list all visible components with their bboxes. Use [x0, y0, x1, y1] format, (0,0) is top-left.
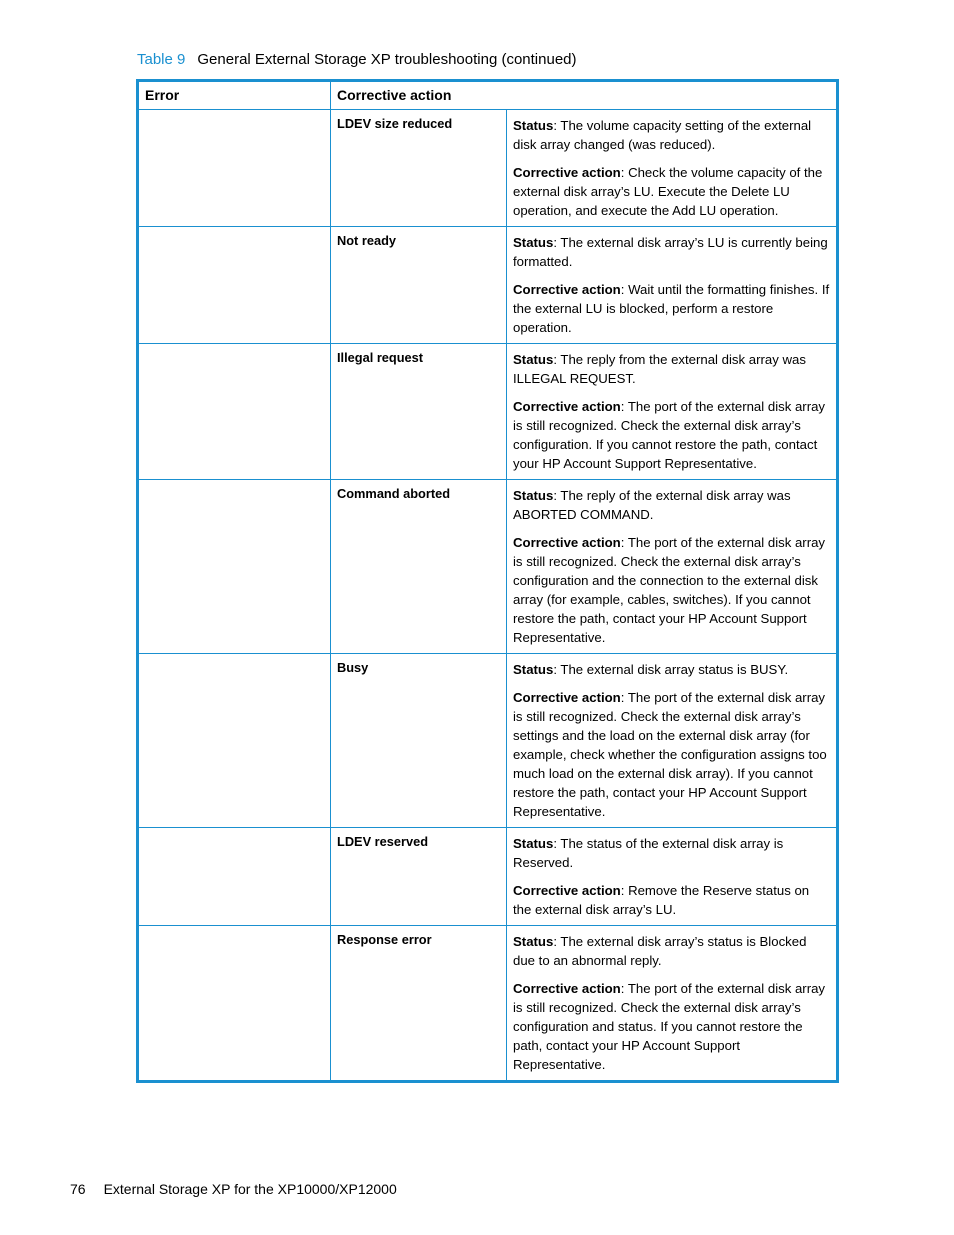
status-text: Status: The reply of the external disk array was ABORTED COMMAND.	[513, 488, 791, 522]
header-error: Error	[138, 81, 331, 110]
action-text: Corrective action: Wait until the formatting finishes. If the external LU is blocked, perform a restore operation.	[513, 282, 830, 335]
table-row	[138, 828, 838, 926]
table-row	[138, 227, 838, 344]
action-text: Corrective action: The port of the external disk array is still recognized. Check the external disk array’s configuration. If you cannot restore the path, contact your HP Account Support Representative.	[513, 399, 826, 471]
action-text: Corrective action: The port of the external disk array is still recognized. Check the external disk array’s configuration and the connection to the external disk array (for example, cables, switches). If you cannot restore the path, contact your HP Account Support Representative.	[513, 535, 826, 645]
page-footer	[70, 1179, 397, 1199]
action-text: Corrective action: Check the volume capacity of the external disk array’s LU. Execute the Delete LU operation, and execute the Add LU operation.	[513, 165, 823, 218]
error-code: Command aborted	[331, 480, 507, 654]
error-cell	[138, 926, 331, 1082]
description-cell	[507, 227, 838, 344]
error-cell	[138, 227, 331, 344]
table-row	[138, 110, 838, 227]
error-cell	[138, 480, 331, 654]
footer-title: External Storage XP for the XP10000/XP12000	[103, 1181, 397, 1197]
page-number: 76	[70, 1181, 86, 1197]
table-header-row	[138, 81, 838, 110]
status-text: Status: The external disk array status is BUSY.	[513, 662, 789, 677]
description-cell	[507, 654, 838, 828]
table-row	[138, 344, 838, 480]
action-text: Corrective action: Remove the Reserve status on the external disk array’s LU.	[513, 883, 810, 917]
description-cell	[507, 480, 838, 654]
error-code: Busy	[331, 654, 507, 828]
status-text: Status: The external disk array’s LU is currently being formatted.	[513, 235, 828, 269]
header-corrective-action: Corrective action	[331, 81, 838, 110]
description-cell	[507, 926, 838, 1082]
table-row	[138, 654, 838, 828]
error-code: Response error	[331, 926, 507, 1082]
description-cell	[507, 110, 838, 227]
error-code: LDEV reserved	[331, 828, 507, 926]
action-text: Corrective action: The port of the external disk array is still recognized. Check the external disk array’s settings and the load on the external disk array (for example, check whether the configuration assigns too much load on the external disk array). If you cannot restore the path, contact your HP Account Support Representative.	[513, 690, 827, 819]
description-cell	[507, 828, 838, 926]
table-row	[138, 926, 838, 1082]
table-title: General External Storage XP troubleshooting (continued)	[197, 51, 577, 68]
status-text: Status: The reply from the external disk array was ILLEGAL REQUEST.	[513, 352, 806, 386]
table-row	[138, 480, 838, 654]
error-cell	[138, 828, 331, 926]
table-number: Table 9	[137, 51, 186, 68]
action-text: Corrective action: The port of the external disk array is still recognized. Check the external disk array’s configuration and status. If you cannot restore the path, contact your HP Account Support Representative.	[513, 981, 826, 1072]
status-text: Status: The external disk array’s status is Blocked due to an abnormal reply.	[513, 934, 807, 968]
error-cell	[138, 654, 331, 828]
error-cell	[138, 110, 331, 227]
status-text: Status: The volume capacity setting of the external disk array changed (was reduced).	[513, 118, 812, 152]
table-caption	[137, 50, 577, 70]
description-cell	[507, 344, 838, 480]
troubleshooting-table	[136, 79, 839, 1083]
error-cell	[138, 344, 331, 480]
error-code: Not ready	[331, 227, 507, 344]
status-text: Status: The status of the external disk array is Reserved.	[513, 836, 784, 870]
error-code: Illegal request	[331, 344, 507, 480]
error-code: LDEV size reduced	[331, 110, 507, 227]
